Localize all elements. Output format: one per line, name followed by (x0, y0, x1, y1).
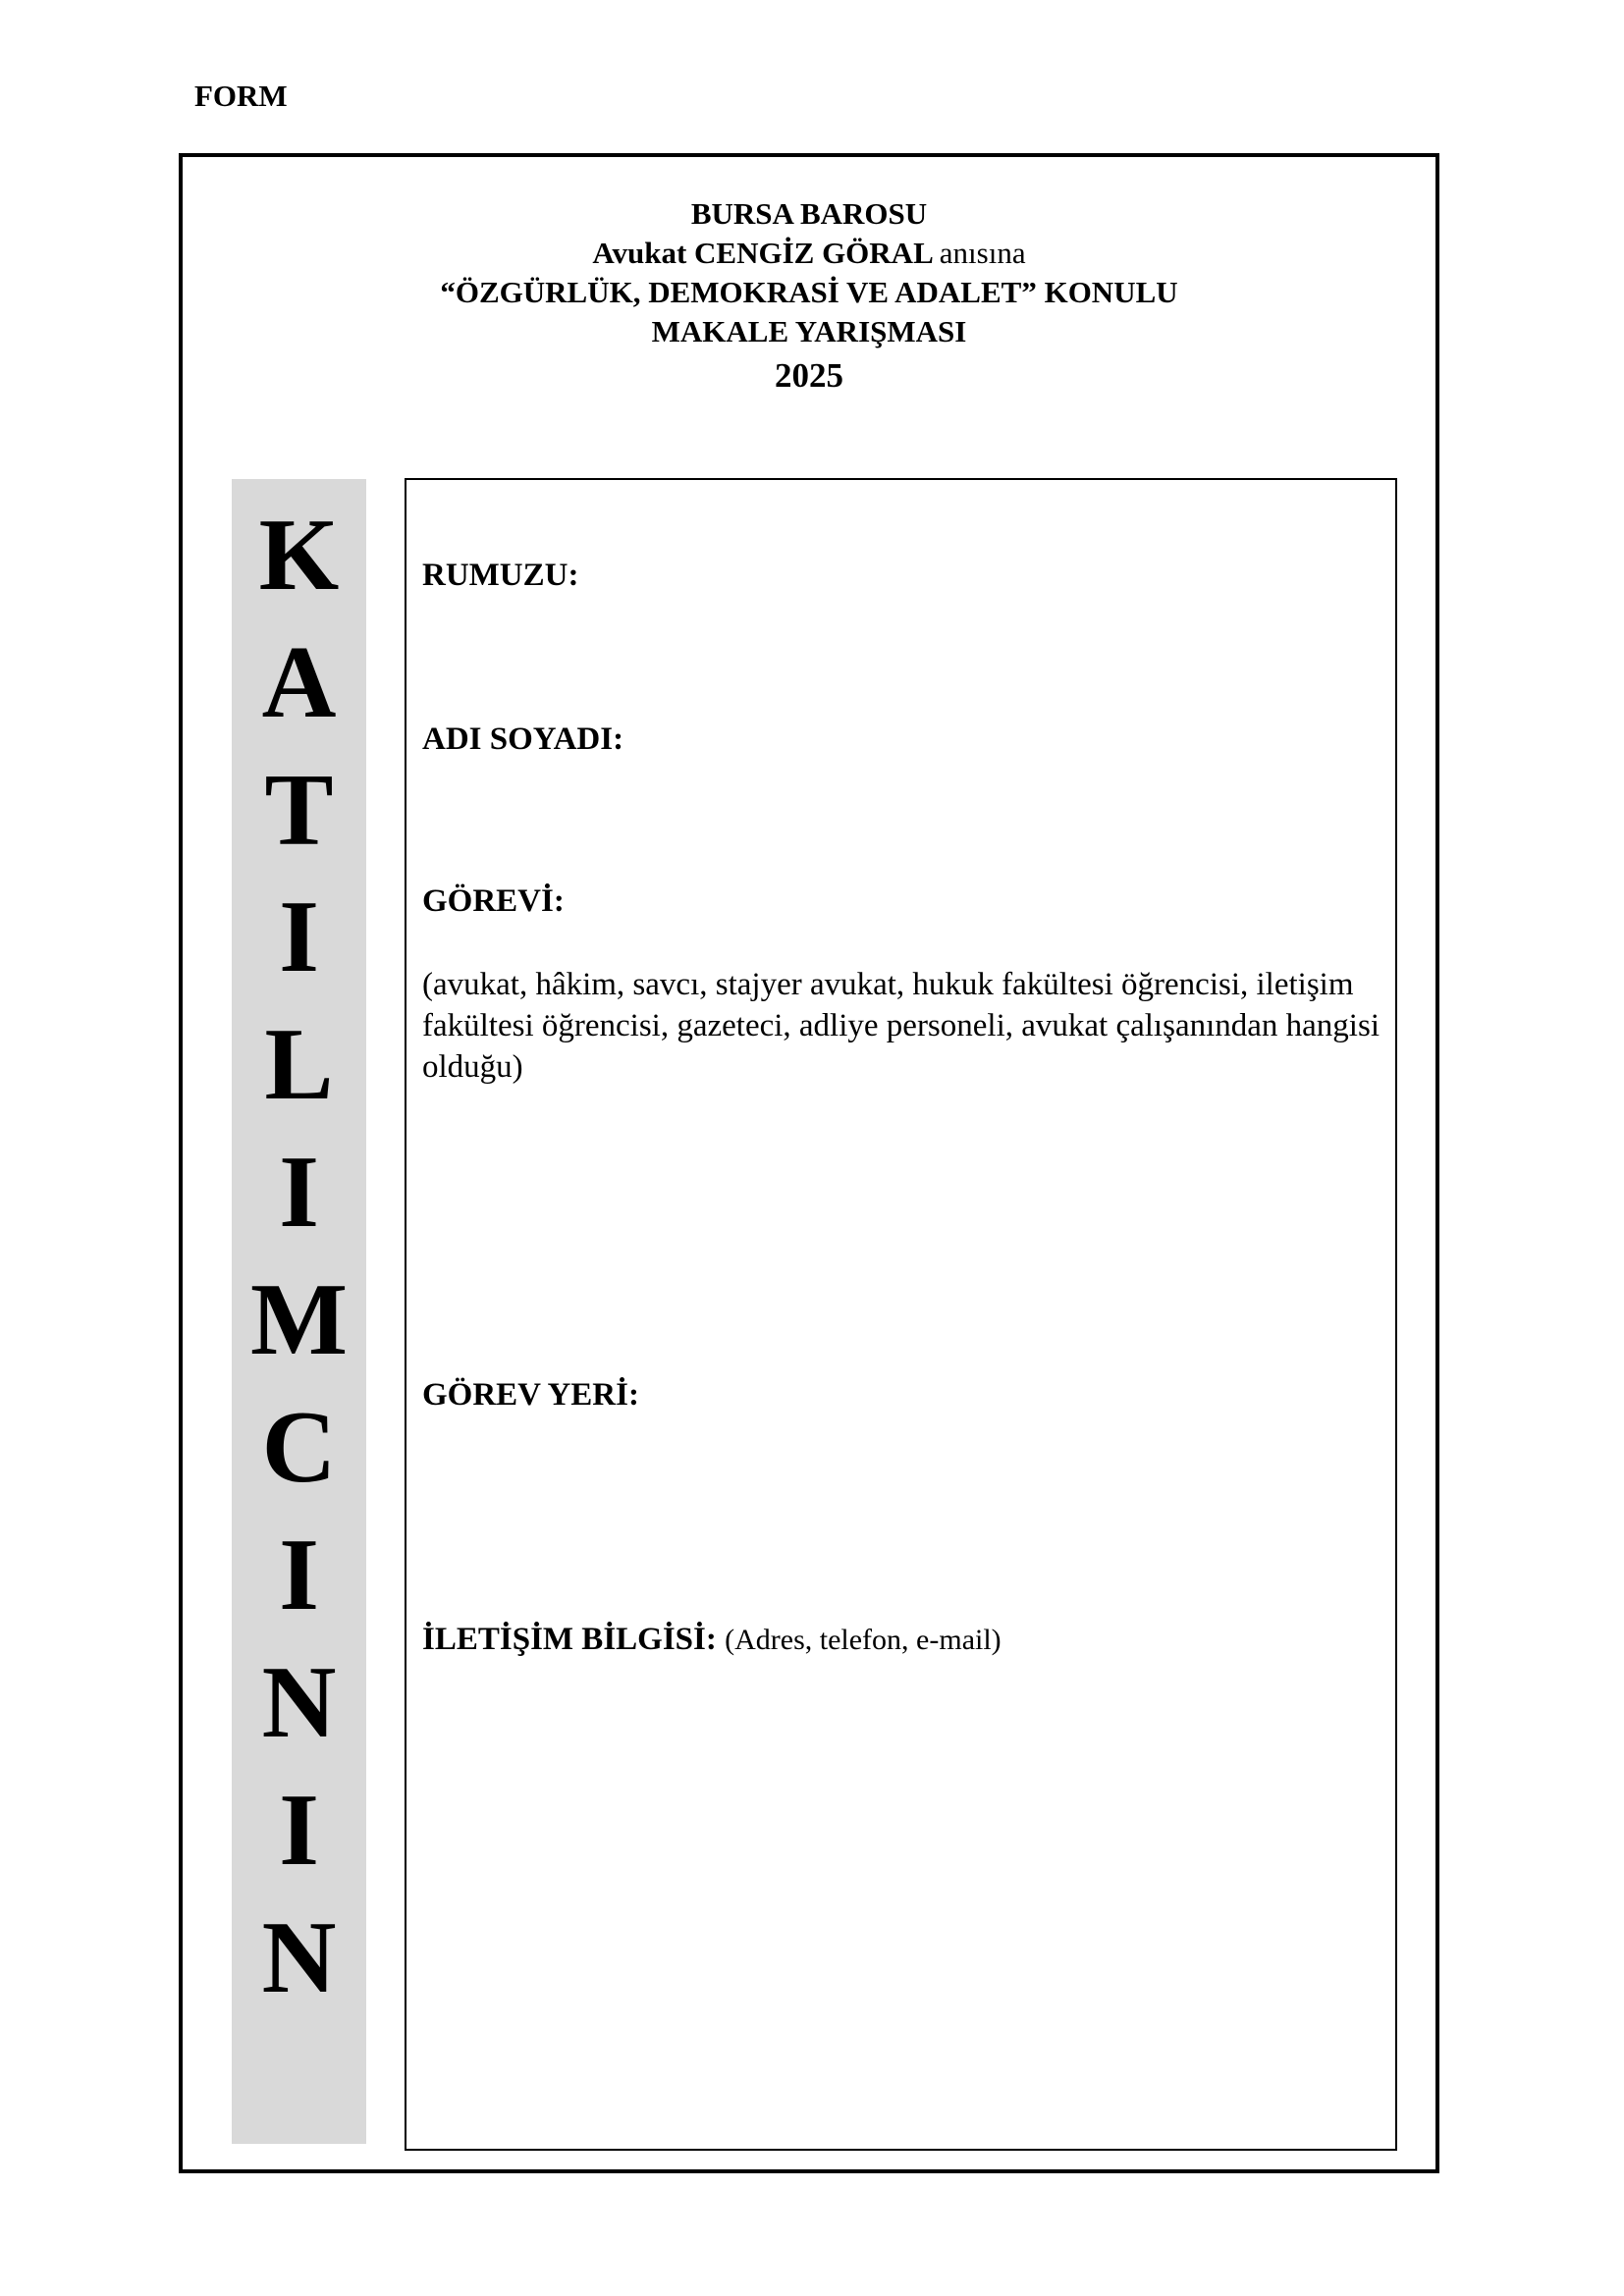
vertical-title-letter: N (261, 1644, 337, 1759)
header-dedication-suffix: anısına (939, 236, 1026, 270)
header-year: 2025 (775, 356, 843, 395)
field-label-gorev-yeri: GÖREV YERİ: (422, 1377, 639, 1413)
field-iletisim (422, 1622, 1001, 1658)
field-label-iletisim: İLETİŞİM BİLGİSİ: (422, 1622, 717, 1657)
field-hint-iletisim: (Adres, telefon, e-mail) (725, 1624, 1001, 1656)
vertical-title-letter: K (258, 497, 340, 612)
header-topic: “ÖZGÜRLÜK, DEMOKRASİ VE ADALET” KONULU (440, 275, 1178, 309)
vertical-title-letter: A (261, 624, 337, 739)
field-label-adi-soyadi: ADI SOYADI: (422, 721, 624, 757)
vertical-title-letter: I (279, 1517, 319, 1631)
field-note-gorevi: (avukat, hâkim, savcı, stajyer avukat, hukuk fakültesi öğrencisi, iletişim fakültesi öğrencisi, gazeteci, adliye personeli, avukat çalışanından hangisi olduğu) (422, 967, 1380, 1085)
header-dedication-name: Avukat CENGİZ GÖRAL (592, 236, 933, 270)
vertical-title-letter: C (261, 1389, 337, 1504)
header-dedication (179, 234, 1439, 273)
vertical-title-letter: I (279, 879, 319, 993)
vertical-title-letter: I (279, 1134, 319, 1249)
field-label-rumuzu: RUMUZU: (422, 558, 579, 593)
header-competition: MAKALE YARIŞMASI (651, 314, 967, 348)
vertical-title-letter: N (261, 1899, 337, 2014)
header-organization: BURSA BAROSU (690, 196, 928, 231)
document-header (179, 194, 1439, 399)
form-label: FORM (194, 79, 288, 113)
vertical-title-letter: T (264, 752, 334, 867)
vertical-title-letter: I (279, 1772, 319, 1887)
field-label-gorevi: GÖREVİ: (422, 883, 565, 919)
vertical-title-letter: L (264, 1006, 334, 1121)
vertical-title-band (232, 479, 366, 2144)
vertical-title-letter: M (249, 1261, 349, 1376)
